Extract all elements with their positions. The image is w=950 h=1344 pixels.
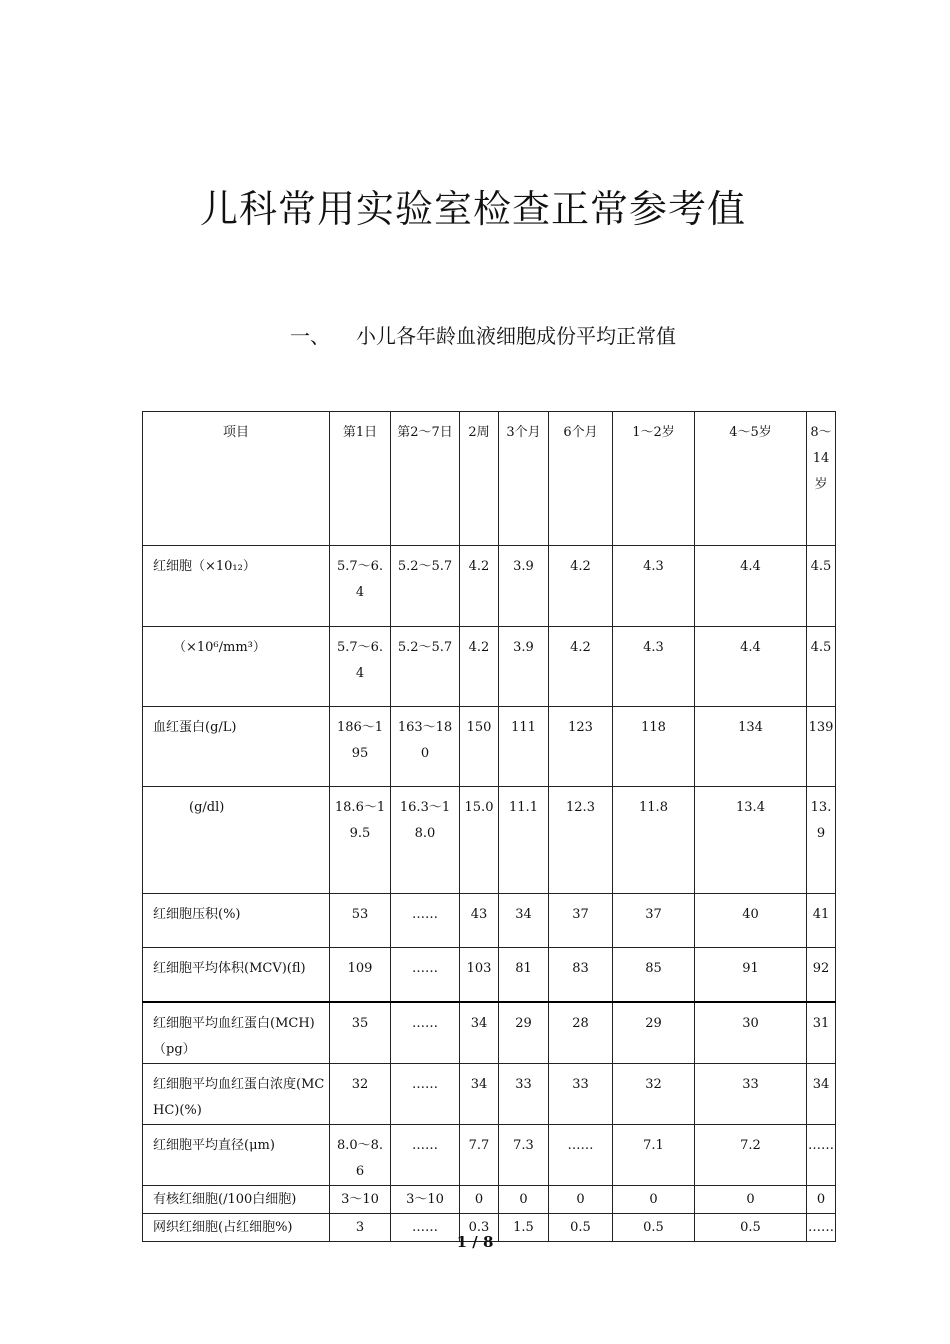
table-cell: 81 bbox=[499, 948, 549, 1002]
table-cell: 0 bbox=[460, 1185, 499, 1213]
table-cell: 91 bbox=[695, 948, 807, 1002]
table-cell: 37 bbox=[549, 894, 613, 948]
table-row bbox=[143, 787, 836, 894]
table-cell: 118 bbox=[613, 707, 695, 787]
table-cell: 4.5 bbox=[807, 627, 836, 707]
row-label: （×10⁶/mm³） bbox=[143, 627, 330, 707]
table-cell: 11.8 bbox=[613, 787, 695, 894]
header-cell: 第1日 bbox=[330, 412, 391, 546]
table-cell: 123 bbox=[549, 707, 613, 787]
table-cell: 186～195 bbox=[330, 707, 391, 787]
table-cell: 5.7～6.4 bbox=[330, 627, 391, 707]
table-cell: 1.5 bbox=[499, 1213, 549, 1241]
table-cell: 4.5 bbox=[807, 546, 836, 627]
table-cell: …… bbox=[391, 1063, 460, 1124]
table-cell: 12.3 bbox=[549, 787, 613, 894]
table-cell: 109 bbox=[330, 948, 391, 1002]
table-cell: 35 bbox=[330, 1002, 391, 1064]
table-cell: 15.0 bbox=[460, 787, 499, 894]
header-cell: 3个月 bbox=[499, 412, 549, 546]
table-row bbox=[143, 1185, 836, 1213]
row-label: 血红蛋白(g/L) bbox=[143, 707, 330, 787]
header-cell: 第2～7日 bbox=[391, 412, 460, 546]
table-cell: …… bbox=[391, 1124, 460, 1185]
table-cell: 41 bbox=[807, 894, 836, 948]
table-cell: 34 bbox=[499, 894, 549, 948]
table-cell: 53 bbox=[330, 894, 391, 948]
table-row bbox=[143, 894, 836, 948]
table-cell: 29 bbox=[613, 1002, 695, 1064]
table-cell: 32 bbox=[330, 1063, 391, 1124]
section-number: 一、 bbox=[290, 324, 330, 348]
row-label: 网织红细胞(占红细胞%) bbox=[143, 1213, 330, 1241]
table-cell: …… bbox=[807, 1213, 836, 1241]
table-cell: 29 bbox=[499, 1002, 549, 1064]
row-label: (g/dl) bbox=[143, 787, 330, 894]
table-cell: …… bbox=[549, 1124, 613, 1185]
table-cell: 13.9 bbox=[807, 787, 836, 894]
table-cell: 0 bbox=[549, 1185, 613, 1213]
table-cell: 28 bbox=[549, 1002, 613, 1064]
row-label: 红细胞平均血红蛋白(MCH)（pg） bbox=[143, 1002, 330, 1064]
table-cell: 37 bbox=[613, 894, 695, 948]
table-cell: 134 bbox=[695, 707, 807, 787]
table-cell: 11.1 bbox=[499, 787, 549, 894]
header-cell: 1～2岁 bbox=[613, 412, 695, 546]
table-row bbox=[143, 707, 836, 787]
table-row bbox=[143, 1124, 836, 1185]
table-cell: 13.4 bbox=[695, 787, 807, 894]
table-cell: 32 bbox=[613, 1063, 695, 1124]
table-cell: 0 bbox=[695, 1185, 807, 1213]
table-row bbox=[143, 948, 836, 1002]
table-cell: 0.5 bbox=[695, 1213, 807, 1241]
table-cell: 5.2～5.7 bbox=[391, 546, 460, 627]
table-row bbox=[143, 546, 836, 627]
table-cell: 4.2 bbox=[460, 546, 499, 627]
section-heading-text: 小儿各年龄血液细胞成份平均正常值 bbox=[356, 324, 676, 348]
table-cell: 34 bbox=[460, 1002, 499, 1064]
table-cell: 5.2～5.7 bbox=[391, 627, 460, 707]
row-label: 红细胞压积(%) bbox=[143, 894, 330, 948]
header-cell: 4～5岁 bbox=[695, 412, 807, 546]
table-cell: 7.2 bbox=[695, 1124, 807, 1185]
header-cell: 6个月 bbox=[549, 412, 613, 546]
table-cell: 150 bbox=[460, 707, 499, 787]
table-cell: 5.7～6.4 bbox=[330, 546, 391, 627]
table-cell: 31 bbox=[807, 1002, 836, 1064]
table-cell: 0 bbox=[807, 1185, 836, 1213]
header-cell: 8～14岁 bbox=[807, 412, 836, 546]
table-cell: 33 bbox=[499, 1063, 549, 1124]
table-cell: 139 bbox=[807, 707, 836, 787]
table-cell: 33 bbox=[695, 1063, 807, 1124]
table-cell: 8.0～8.6 bbox=[330, 1124, 391, 1185]
page-title: 儿科常用实验室检查正常参考值 bbox=[200, 187, 747, 231]
table-cell: 0 bbox=[613, 1185, 695, 1213]
table-cell: 0.5 bbox=[613, 1213, 695, 1241]
table-cell: 4.4 bbox=[695, 546, 807, 627]
table-cell: 92 bbox=[807, 948, 836, 1002]
table-cell: 34 bbox=[460, 1063, 499, 1124]
table-cell: 3 bbox=[330, 1213, 391, 1241]
table-cell: 4.2 bbox=[549, 627, 613, 707]
table-row bbox=[143, 627, 836, 707]
blood-cell-table bbox=[142, 411, 836, 1242]
row-label: 红细胞（×10₁₂） bbox=[143, 546, 330, 627]
header-cell: 2周 bbox=[460, 412, 499, 546]
table-cell: …… bbox=[391, 948, 460, 1002]
table-cell: …… bbox=[391, 1002, 460, 1064]
table-cell: 7.3 bbox=[499, 1124, 549, 1185]
table-cell: 4.2 bbox=[460, 627, 499, 707]
table-cell: …… bbox=[391, 1213, 460, 1241]
table-cell: 7.7 bbox=[460, 1124, 499, 1185]
table-cell: 3～10 bbox=[330, 1185, 391, 1213]
table-cell: 3～10 bbox=[391, 1185, 460, 1213]
table-cell: …… bbox=[391, 894, 460, 948]
row-label: 红细胞平均直径(μm) bbox=[143, 1124, 330, 1185]
row-label: 红细胞平均体积(MCV)(fl) bbox=[143, 948, 330, 1002]
table-cell: 83 bbox=[549, 948, 613, 1002]
table-cell: 40 bbox=[695, 894, 807, 948]
table-cell: 0.3 bbox=[460, 1213, 499, 1241]
row-label: 红细胞平均血红蛋白浓度(MCHC)(%) bbox=[143, 1063, 330, 1124]
table-row bbox=[143, 1063, 836, 1124]
table-cell: 4.3 bbox=[613, 546, 695, 627]
page-number: 1 / 8 bbox=[456, 1233, 494, 1251]
table-row bbox=[143, 1002, 836, 1064]
table-cell: 4.4 bbox=[695, 627, 807, 707]
section-heading bbox=[290, 320, 676, 349]
table-cell: 85 bbox=[613, 948, 695, 1002]
table-cell: 43 bbox=[460, 894, 499, 948]
row-label: 有核红细胞(/100白细胞) bbox=[143, 1185, 330, 1213]
table-cell: 34 bbox=[807, 1063, 836, 1124]
table-cell: 30 bbox=[695, 1002, 807, 1064]
table-cell: 0 bbox=[499, 1185, 549, 1213]
header-cell: 项目 bbox=[143, 412, 330, 546]
table-cell: 111 bbox=[499, 707, 549, 787]
table-cell: 4.3 bbox=[613, 627, 695, 707]
table-cell: 7.1 bbox=[613, 1124, 695, 1185]
table-cell: …… bbox=[807, 1124, 836, 1185]
table-cell: 3.9 bbox=[499, 546, 549, 627]
table-cell: 16.3～18.0 bbox=[391, 787, 460, 894]
table-cell: 3.9 bbox=[499, 627, 549, 707]
table-header-row bbox=[143, 412, 836, 546]
table-cell: 33 bbox=[549, 1063, 613, 1124]
table-cell: 4.2 bbox=[549, 546, 613, 627]
table-cell: 18.6～19.5 bbox=[330, 787, 391, 894]
table-cell: 0.5 bbox=[549, 1213, 613, 1241]
table-cell: 163～180 bbox=[391, 707, 460, 787]
table-cell: 103 bbox=[460, 948, 499, 1002]
